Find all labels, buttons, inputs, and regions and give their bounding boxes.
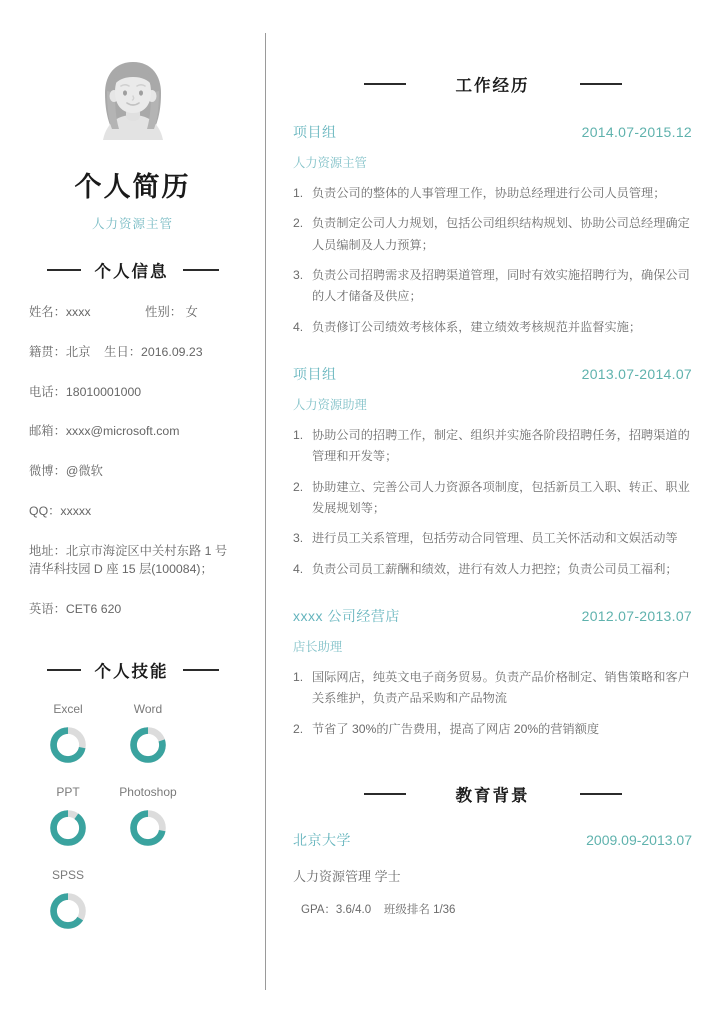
skill-item [108, 702, 188, 765]
experience-rule-left [364, 83, 406, 85]
bullet-number: 2. [293, 216, 304, 231]
experience-dates: 2014.07-2015.12 [581, 124, 692, 140]
education-major: 人力资源管理 学士 [293, 869, 401, 885]
bullet-text: 负责制定公司人力规划，包括公司组织结构规划、协助公司总经理确定人员编制及人力预算； [312, 216, 690, 252]
info-row-english: 英语：CET6 620 [29, 601, 122, 616]
experience-role: 店长助理 [293, 640, 343, 655]
resume-title: 个人简历 [74, 172, 191, 202]
experience-bullet [293, 528, 692, 549]
skill-item [28, 868, 108, 931]
skills-heading [20, 658, 245, 682]
bullet-text: 节省了 30%的广告费用，提高了网店 20%的营销额度 [312, 721, 600, 736]
experience-org: 项目组 [293, 124, 337, 140]
bullet-number: 1. [293, 670, 304, 685]
experience-bullet [293, 477, 692, 520]
skills-rule-left [47, 669, 81, 671]
bullet-text: 协助公司的招聘工作，制定、组织并实施各阶段招聘任务，招聘渠道的管理和开发等； [312, 428, 690, 464]
bullet-number: 3. [293, 531, 304, 546]
skills-grid [20, 702, 245, 951]
education-rule-right [580, 793, 622, 795]
education-entry [293, 830, 692, 917]
heading-rule-right [183, 269, 219, 271]
experience-role: 人力资源助理 [293, 398, 367, 413]
personal-info-list [20, 304, 245, 618]
skill-donut-excel [48, 725, 88, 765]
info-row-origin-birthday: 籍贯：北京 生日：2016.09.23 [29, 344, 203, 359]
education-dates: 2009.09-2013.07 [586, 832, 692, 849]
info-row-qq: QQ：xxxxx [29, 504, 92, 519]
bullet-text: 进行员工关系管理，包括劳动合同管理、员工关怀活动和文娱活动等 [312, 531, 678, 546]
experience-heading [293, 72, 692, 96]
bullet-number: 4. [293, 561, 304, 576]
heading-rule-left [47, 269, 81, 271]
info-row-address: 地址：北京市海淀区中关村东路 1 号清华科技园 D 座 15 层(100084)； [29, 543, 228, 576]
personal-info-heading-label: 个人信息 [94, 263, 169, 281]
left-column [0, 0, 265, 1018]
experience-rule-right [580, 83, 622, 85]
bullet-number: 1. [293, 428, 304, 443]
bullet-number: 2. [293, 721, 304, 736]
experience-bullets [293, 667, 692, 740]
skill-donut-word [128, 725, 168, 765]
education-school: 北京大学 [293, 832, 351, 849]
education-stats: GPA：3.6/4.0 班级排名 1/36 [301, 904, 456, 917]
experience-heading-label: 工作经历 [455, 77, 530, 95]
info-row-email: 邮箱：xxxx@microsoft.com [29, 424, 180, 439]
experience-entry [293, 122, 692, 338]
experience-entry [293, 364, 692, 580]
avatar-wrapper [20, 55, 245, 147]
experience-org: xxxx 公司经营店 [293, 608, 400, 625]
skill-item [108, 785, 188, 848]
experience-bullet [293, 719, 692, 740]
experience-bullets [293, 183, 692, 338]
personal-info-heading [20, 258, 245, 282]
avatar-icon [87, 55, 179, 147]
skill-donut-ppt [48, 808, 88, 848]
skill-label: Excel [53, 702, 83, 717]
bullet-text: 负责修订公司绩效考核体系，建立绩效考核规范并监督实施； [312, 319, 642, 334]
skill-donut-spss [48, 891, 88, 931]
bullet-text: 协助建立、完善公司人力资源各项制度，包括新员工入职、转正、职业发展规划等； [312, 479, 690, 516]
education-heading [293, 782, 692, 806]
info-row-weibo: 微博：@微软 [29, 464, 103, 479]
experience-bullet [293, 667, 692, 710]
skill-label: Photoshop [119, 785, 177, 800]
experience-bullet [293, 183, 692, 204]
experience-bullet [293, 265, 692, 308]
skill-label: SPSS [51, 868, 84, 883]
experience-entry-top [293, 122, 692, 142]
education-rule-left [364, 793, 406, 795]
resume-subtitle: 人力资源主管 [91, 217, 173, 231]
experience-dates: 2013.07-2014.07 [581, 366, 692, 383]
skills-heading-label: 个人技能 [94, 663, 169, 682]
experience-bullet [293, 213, 692, 256]
experience-org: 项目组 [293, 366, 337, 383]
education-entry-top [293, 830, 692, 850]
experience-role: 人力资源主管 [293, 156, 367, 170]
education-heading-label: 教育背景 [455, 787, 530, 806]
right-column [265, 0, 720, 1018]
bullet-text: 负责公司招聘需求及招聘渠道管理，同时有效实施招聘行为，确保公司的人才储备及供应； [312, 268, 690, 304]
bullet-number: 1. [293, 186, 304, 200]
bullet-number: 4. [293, 319, 304, 334]
bullet-number: 3. [293, 268, 304, 283]
experience-bullet [293, 559, 692, 580]
skill-item [28, 785, 108, 848]
bullet-text: 负责公司员工薪酬和绩效，进行有效人力把控；负责公司员工福利； [312, 561, 678, 576]
info-row-phone: 电话：18010001000 [29, 384, 142, 399]
experience-bullet [293, 425, 692, 468]
info-row-name: 姓名：xxxx 性别： 女 [29, 305, 198, 319]
experience-entry [293, 606, 692, 740]
skill-label: PPT [56, 785, 80, 800]
skill-item [28, 702, 108, 765]
skills-rule-right [183, 669, 219, 671]
experience-bullet [293, 317, 692, 338]
skill-label: Word [133, 702, 163, 717]
experience-entry-top [293, 364, 692, 384]
experience-dates: 2012.07-2013.07 [581, 608, 692, 625]
bullet-text: 负责公司的整体的人事管理工作，协助总经理进行公司人员管理； [312, 186, 666, 200]
bullet-text: 国际网店，纯英文电子商务贸易。负责产品价格制定、销售策略和客户关系维护，负责产品采购和产品物流 [312, 670, 690, 706]
bullet-number: 2. [293, 479, 304, 494]
experience-entry-top [293, 606, 692, 626]
skill-donut-photoshop [128, 808, 168, 848]
experience-list [293, 122, 692, 740]
experience-bullets [293, 425, 692, 580]
